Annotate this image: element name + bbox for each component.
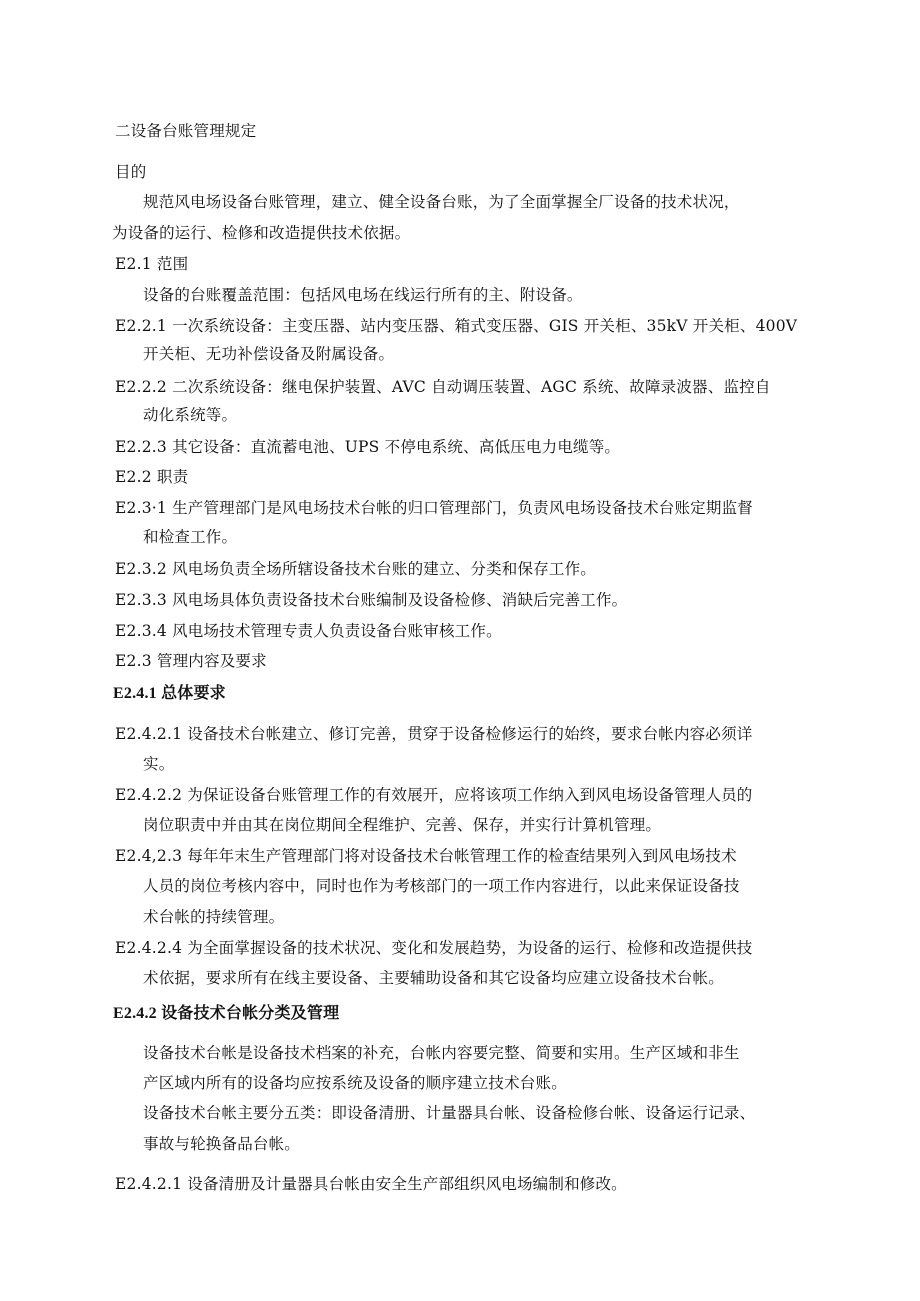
clause-2-4-2-1: E2.4.2.1 设备技术台帐建立、修订完善，贯穿于设备检修运行的始终，要求台帐内容必须详 — [115, 725, 753, 743]
clause-2-4-2-4-cont: 术依据，要求所有在线主要设备、主要辅助设备和其它设备均应建立设备技术台帐。 — [143, 969, 724, 987]
clause-2-4-2-3-cont: 人员的岗位考核内容中，同时也作为考核部门的一项工作内容进行，以此来保证设备技 — [143, 877, 740, 895]
section-heading-2-4-1 — [113, 683, 226, 705]
ledger-categories-paragraph: 设备技术台帐主要分五类：即设备清册、计量器具台帐、设备检修台帐、设备运行记录、 — [143, 1104, 756, 1122]
clause-2-2-2: E2.2.2 二次系统设备：继电保护装置、AVC 自动调压装置、AGC 系统、故障录波器、监控自 — [115, 378, 771, 396]
scope-heading: E2.1 范围 — [115, 255, 189, 273]
section-number: E2.4.1 — [113, 685, 157, 702]
section-number: E2.4.2 — [113, 1005, 157, 1022]
duty-heading: E2.2 职责 — [115, 468, 189, 486]
document-title: 二设备台账管理规定 — [115, 122, 257, 140]
ledger-paragraph-cont: 产区域内所有的设备均应按系统及设备的顺序建立技术台账。 — [143, 1074, 567, 1092]
clause-2-4-2-1-cont: 实。 — [143, 755, 175, 773]
section-heading-text: 总体要求 — [161, 685, 226, 702]
clause-2-4-2-2: E2.4.2.2 为保证设备台账管理工作的有效展开，应将该项工作纳入到风电场设备管理人员的 — [115, 786, 753, 804]
clause-2-3-2: E2.3.2 风电场负责全场所辖设备技术台账的建立、分类和保存工作。 — [115, 560, 596, 578]
clause-2-4-2-4: E2.4.2.4 为全面掌握设备的技术状况、变化和发展趋势，为设备的运行、检修和改造提供技 — [115, 939, 753, 957]
management-heading: E2.3 管理内容及要求 — [115, 652, 267, 670]
clause-2-4-2-1-list: E2.4.2.1 设备清册及计量器具台帐由安全生产部组织风电场编制和修改。 — [115, 1175, 627, 1193]
clause-2-4-2-3-cont: 术台帐的持续管理。 — [143, 908, 285, 926]
ledger-categories-paragraph-cont: 事故与轮换备品台帐。 — [143, 1135, 301, 1153]
section-heading-2-4-2 — [113, 1003, 339, 1025]
clause-2-4-2-2-cont: 岗位职责中并由其在岗位期间全程维护、完善、保存，并实行计算机管理。 — [143, 816, 662, 834]
purpose-paragraph-line: 为设备的运行、检修和改造提供技术依据。 — [112, 224, 411, 242]
clause-2-3-1: E2.3·1 生产管理部门是风电场技术台帐的归口管理部门，负责风电场设备技术台账定期监督 — [115, 499, 753, 517]
ledger-paragraph: 设备技术台帐是设备技术档案的补充，台帐内容要完整、简要和实用。生产区域和非生 — [143, 1044, 740, 1062]
clause-2-2-3: E2.2.3 其它设备：直流蓄电池、UPS 不停电系统、高低压电力电缆等。 — [115, 438, 621, 456]
clause-2-3-4: E2.3.4 风电场技术管理专责人负责设备台账审核工作。 — [115, 622, 502, 640]
clause-2-3-1-cont: 和检查工作。 — [143, 528, 238, 546]
purpose-heading: 目的 — [115, 163, 147, 181]
clause-2-2-2-cont: 动化系统等。 — [143, 406, 238, 424]
clause-2-4-2-3: E2.4,2.3 每年年末生产管理部门将对设备技术台帐管理工作的检查结果列入到风电场技术 — [115, 847, 737, 865]
purpose-paragraph-line: 规范风电场设备台账管理，建立、健全设备台账，为了全面掌握全厂设备的技术状况， — [143, 193, 740, 211]
clause-2-2-1: E2.2.1 一次系统设备：主变压器、站内变压器、箱式变压器、GIS 开关柜、35kV 开关柜、400V — [115, 317, 798, 335]
clause-2-3-3: E2.3.3 风电场具体负责设备技术台账编制及设备检修、消缺后完善工作。 — [115, 591, 628, 609]
section-heading-text: 设备技术台帐分类及管理 — [161, 1005, 340, 1022]
clause-2-2-1-cont: 开关柜、无功补偿设备及附属设备。 — [143, 345, 395, 363]
scope-text: 设备的台账覆盖范围：包括风电场在线运行所有的主、附设备。 — [143, 286, 583, 304]
